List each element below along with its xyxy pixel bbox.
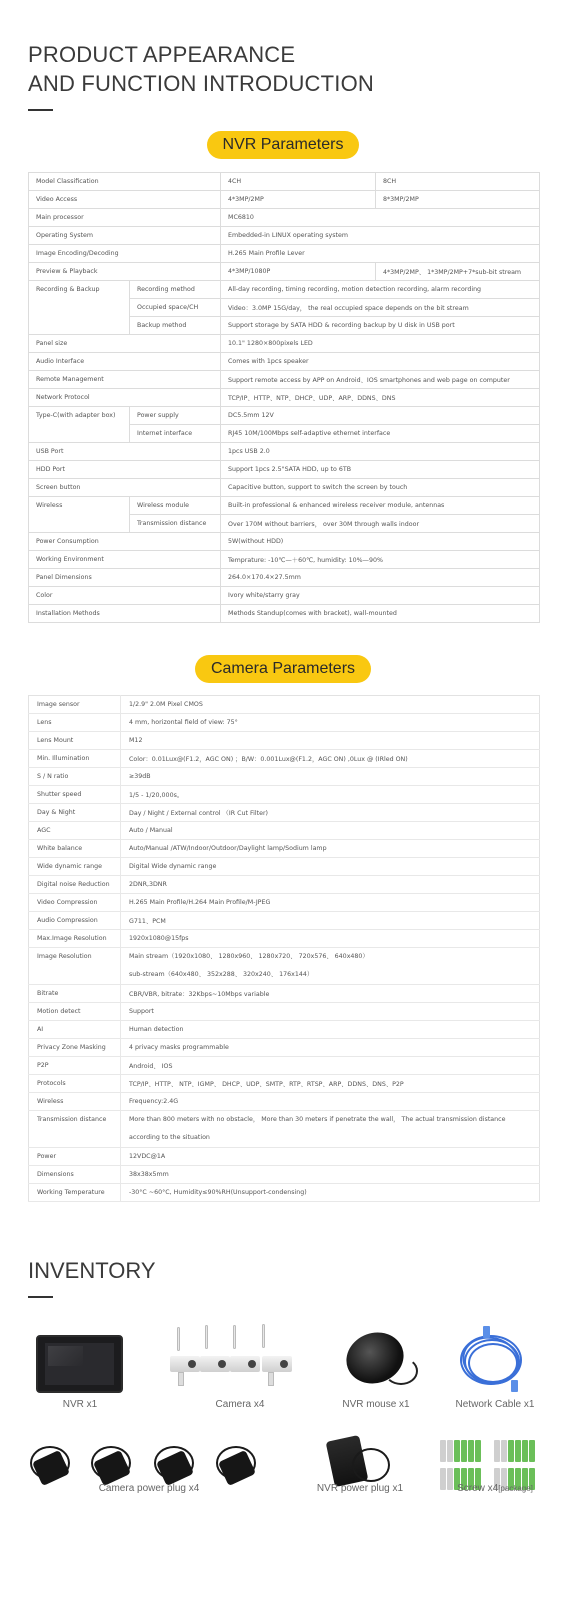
camera-table-row xyxy=(29,1039,540,1057)
screw-caption-text: Screw x4 xyxy=(457,1483,499,1494)
camera-table-row xyxy=(29,1148,540,1166)
nvr-parameters-table xyxy=(28,172,540,623)
camera-param-label: Digital noise Reduction xyxy=(29,876,121,894)
nvr-param-label: Preview & Playback xyxy=(29,263,221,281)
nvr-param-label: Video Access xyxy=(29,191,221,209)
nvr-table-row xyxy=(29,245,540,263)
nvr-param-value: DC5.5mm 12V xyxy=(221,407,540,425)
nvr-param-value: 1pcs USB 2.0 xyxy=(221,443,540,461)
screw-piece xyxy=(454,1440,460,1462)
camera-param-value: 1920x1080@15fps xyxy=(121,930,540,948)
camera-table-row xyxy=(29,930,540,948)
nvr-parameters-badge: NVR Parameters xyxy=(207,131,359,159)
nvr-table-row xyxy=(29,497,540,515)
camera-parameters-badge: Camera Parameters xyxy=(195,655,371,683)
nvr-param-label: Operating System xyxy=(29,227,221,245)
camera-param-label: Power xyxy=(29,1148,121,1166)
camera-param-value: M12 xyxy=(121,732,540,750)
screw-piece xyxy=(529,1440,535,1462)
nvr-table-row xyxy=(29,227,540,245)
nvr-param-value: 4*3MP/2MP xyxy=(221,191,376,209)
nvr-param-sublabel: Wireless module xyxy=(130,497,221,515)
camera-param-value: Frequency:2.4G xyxy=(121,1093,540,1111)
camera-param-label: Min. Illumination xyxy=(29,750,121,768)
camera-param-value: 12VDC@1A xyxy=(121,1148,540,1166)
camera-table-row xyxy=(29,894,540,912)
nvr-param-label: Installation Methods xyxy=(29,605,221,623)
camera-param-label: AGC xyxy=(29,822,121,840)
nvr-param-label: Screen button xyxy=(29,479,221,497)
nvr-param-label: Network Protocol xyxy=(29,389,221,407)
nvr-param-value: Support remote access by APP on Android、IOS smartphones and web page on computer xyxy=(221,371,540,389)
inventory-caption-camera-power-plug: Camera power plug x4 xyxy=(98,1483,200,1494)
inventory-divider xyxy=(28,1296,53,1298)
nvr-param-value: Embedded-in LINUX operating system xyxy=(221,227,540,245)
camera-table-row xyxy=(29,1003,540,1021)
camera-param-value: Auto/Manual /ATW/Indoor/Outdoor/Daylight lamp/Sodium lamp xyxy=(121,840,540,858)
inventory-caption-camera: Camera x4 xyxy=(215,1399,265,1410)
screw-piece xyxy=(522,1440,528,1462)
camera-param-value: 2DNR,3DNR xyxy=(121,876,540,894)
nvr-param-value: Support storage by SATA HDD & recording backup by U disk in USB port xyxy=(221,317,540,335)
camera-param-label: Shutter speed xyxy=(29,786,121,804)
camera-table-row xyxy=(29,876,540,894)
camera-param-label: Video Compression xyxy=(29,894,121,912)
camera-table-row xyxy=(29,1057,540,1075)
camera-param-value: 4 mm, horizontal field of view: 75° xyxy=(121,714,540,732)
camera-param-label: Max.Image Resolution xyxy=(29,930,121,948)
camera-parameters-table xyxy=(28,695,540,1202)
nvr-param-value: 4*3MP/2MP、 1*3MP/2MP+7*sub-bit stream xyxy=(376,263,540,281)
nvr-param-value: Video：3.0MP 15G/day， the real occupied space depends on the bit stream xyxy=(221,299,540,317)
nvr-param-value: MC6810 xyxy=(221,209,540,227)
camera-param-value: Android、 IOS xyxy=(121,1057,540,1075)
nvr-param-value: H.265 Main Profile Lever xyxy=(221,245,540,263)
camera-table-row xyxy=(29,714,540,732)
nvr-table-row xyxy=(29,533,540,551)
nvr-table-row xyxy=(29,461,540,479)
nvr-param-label: USB Port xyxy=(29,443,221,461)
camera-param-label: Motion detect xyxy=(29,1003,121,1021)
camera-param-label: Image Resolution xyxy=(29,948,121,985)
nvr-param-value: Over 170M without barriers， over 30M through walls indoor xyxy=(221,515,540,533)
nvr-table-row xyxy=(29,479,540,497)
nvr-param-label: Recording & Backup xyxy=(29,281,130,335)
camera-table-row xyxy=(29,768,540,786)
camera-param-value: Auto / Manual xyxy=(121,822,540,840)
camera-param-value-line: More than 800 meters with no obstacle， More than 30 meters if penetrate the wall， The actual transmission distance xyxy=(129,1116,506,1123)
camera-table-row xyxy=(29,750,540,768)
camera-table-row xyxy=(29,822,540,840)
camera-table-row xyxy=(29,1184,540,1202)
nvr-param-label: Remote Management xyxy=(29,371,221,389)
nvr-table-row xyxy=(29,443,540,461)
camera-param-value: 1/5 - 1/20,000s。 xyxy=(121,786,540,804)
camera-param-label: Working Temperature xyxy=(29,1184,121,1202)
nvr-param-value: 8CH xyxy=(376,173,540,191)
nvr-param-sublabel: Transmission distance xyxy=(130,515,221,533)
camera-param-value: CBR/VBR, bitrate：32Kbps~10Mbps variable xyxy=(121,985,540,1003)
nvr-param-value: 8*3MP/2MP xyxy=(376,191,540,209)
nvr-param-value: 10.1" 1280×800pixels LED xyxy=(221,335,540,353)
nvr-param-label: Panel size xyxy=(29,335,221,353)
nvr-param-label: Working Environment xyxy=(29,551,221,569)
nvr-param-label: Model Classification xyxy=(29,173,221,191)
nvr-param-label: Main processor xyxy=(29,209,221,227)
nvr-table-row xyxy=(29,353,540,371)
camera-param-label: Bitrate xyxy=(29,985,121,1003)
camera-param-value: 4 privacy masks programmable xyxy=(121,1039,540,1057)
inventory-caption-network-cable: Network Cable x1 xyxy=(455,1399,535,1410)
nvr-param-value: Comes with 1pcs speaker xyxy=(221,353,540,371)
page-title xyxy=(28,40,374,98)
camera-param-label: Dimensions xyxy=(29,1166,121,1184)
camera-table-row xyxy=(29,858,540,876)
inventory-caption-nvr-power-plug: NVR power plug x1 xyxy=(316,1483,404,1494)
title-divider xyxy=(28,109,53,111)
camera-param-value: 1/2.9" 2.0M Pixel CMOS xyxy=(121,696,540,714)
screw-piece xyxy=(461,1440,467,1462)
nvr-table-row xyxy=(29,407,540,425)
inventory-caption-mouse: NVR mouse x1 xyxy=(342,1399,410,1410)
camera-param-value: Support xyxy=(121,1003,540,1021)
camera-param-label: P2P xyxy=(29,1057,121,1075)
camera-param-label: Protocols xyxy=(29,1075,121,1093)
nvr-param-value: All-day recording, timing recording, motion detection recording, alarm recording xyxy=(221,281,540,299)
nvr-param-label: HDD Port xyxy=(29,461,221,479)
camera-param-label: AI xyxy=(29,1021,121,1039)
nvr-table-row xyxy=(29,389,540,407)
camera-param-value: G711、PCM xyxy=(121,912,540,930)
camera-param-value: ≥39dB xyxy=(121,768,540,786)
nvr-param-sublabel: Occupied space/CH xyxy=(130,299,221,317)
nvr-param-value: 5W(without HDD) xyxy=(221,533,540,551)
nvr-table-row xyxy=(29,281,540,299)
camera-table-row xyxy=(29,804,540,822)
camera-param-value: TCP/IP、HTTP、 NTP、IGMP、 DHCP、UDP、SMTP、RTP、RTSP、ARP、DDNS、DNS、P2P xyxy=(121,1075,540,1093)
screw-piece xyxy=(501,1440,507,1462)
nvr-param-value: Built-in professional & enhanced wireless receiver module, antennas xyxy=(221,497,540,515)
nvr-param-sublabel: Backup method xyxy=(130,317,221,335)
nvr-table-row xyxy=(29,569,540,587)
screw-caption-note: [package] xyxy=(498,1484,533,1493)
nvr-table-row xyxy=(29,209,540,227)
camera-param-value: -30°C ~60°C, Humidity≤90%RH(Unsupport-condensing) xyxy=(121,1184,540,1202)
page-title-line-2: AND FUNCTION INTRODUCTION xyxy=(28,71,374,96)
camera-param-label: Image sensor xyxy=(29,696,121,714)
nvr-param-sublabel: Power supply xyxy=(130,407,221,425)
camera-param-value-line: sub-stream（640x480、 352x288、 320x240、 176x144） xyxy=(129,971,314,978)
inventory-caption-screw xyxy=(440,1483,550,1494)
camera-param-label: Wireless xyxy=(29,1093,121,1111)
screw-piece xyxy=(508,1440,514,1462)
page-title-line-1: PRODUCT APPEARANCE xyxy=(28,42,296,67)
nvr-table-row xyxy=(29,263,540,281)
inventory-caption-nvr: NVR x1 xyxy=(62,1399,98,1410)
inventory-title: INVENTORY xyxy=(28,1258,156,1283)
nvr-param-value: TCP/IP、HTTP、NTP、DHCP、UDP、ARP、DDNS、DNS xyxy=(221,389,540,407)
camera-table-row xyxy=(29,696,540,714)
nvr-table-row xyxy=(29,371,540,389)
nvr-param-label: Panel Dimensions xyxy=(29,569,221,587)
camera-param-value: 38x38x5mm xyxy=(121,1166,540,1184)
camera-param-value: H.265 Main Profile/H.264 Main Profile/M-JPEG xyxy=(121,894,540,912)
camera-param-label: Transmission distance xyxy=(29,1111,121,1148)
camera-param-label: White balance xyxy=(29,840,121,858)
camera-param-label: S / N ratio xyxy=(29,768,121,786)
nvr-param-value: Temprature: -10℃—＋60℃, humidity: 10%—90% xyxy=(221,551,540,569)
nvr-param-value: Capacitive button, support to switch the screen by touch xyxy=(221,479,540,497)
nvr-param-value: Methods Standup(comes with bracket), wall-mounted xyxy=(221,605,540,623)
screw-piece xyxy=(475,1440,481,1462)
camera-param-value: Color：0.01Lux@(F1.2，AGC ON) ；B/W：0.001Lux@(F1.2，AGC ON) ,0Lux @ (IRled ON) xyxy=(121,750,540,768)
nvr-table-row xyxy=(29,551,540,569)
nvr-param-value: Support 1pcs 2.5"SATA HDD, up to 6TB xyxy=(221,461,540,479)
screw-piece xyxy=(440,1440,446,1462)
nvr-param-label: Type-C(with adapter box) xyxy=(29,407,130,443)
camera-param-value xyxy=(121,1111,540,1148)
nvr-param-label: Power Consumption xyxy=(29,533,221,551)
camera-table-row xyxy=(29,985,540,1003)
screw-piece xyxy=(494,1440,500,1462)
camera-param-value xyxy=(121,948,540,985)
camera-table-row xyxy=(29,786,540,804)
camera-table-row xyxy=(29,1111,540,1148)
nvr-param-label: Audio Interface xyxy=(29,353,221,371)
camera-table-row xyxy=(29,1093,540,1111)
nvr-table-row xyxy=(29,605,540,623)
camera-param-label: Day & Night xyxy=(29,804,121,822)
camera-param-label: Wide dynamic range xyxy=(29,858,121,876)
screw-piece xyxy=(447,1440,453,1462)
screw-piece xyxy=(515,1440,521,1462)
nvr-param-sublabel: Recording method xyxy=(130,281,221,299)
nvr-table-row xyxy=(29,191,540,209)
nvr-param-label: Image Encoding/Decoding xyxy=(29,245,221,263)
camera-param-label: Lens xyxy=(29,714,121,732)
nvr-table-row xyxy=(29,587,540,605)
nvr-param-label: Color xyxy=(29,587,221,605)
camera-param-value: Digital Wide dynamic range xyxy=(121,858,540,876)
nvr-param-value: 4CH xyxy=(221,173,376,191)
camera-param-value-line: Main stream（1920x1080、 1280x960、 1280x720、 720x576、 640x480） xyxy=(129,953,369,960)
screw-piece xyxy=(468,1440,474,1462)
camera-table-row xyxy=(29,948,540,985)
camera-param-value: Human detection xyxy=(121,1021,540,1039)
camera-param-label: Privacy Zone Masking xyxy=(29,1039,121,1057)
camera-table-row xyxy=(29,840,540,858)
nvr-table-row xyxy=(29,335,540,353)
camera-param-label: Audio Compression xyxy=(29,912,121,930)
nvr-param-value: 264.0×170.4×27.5mm xyxy=(221,569,540,587)
nvr-param-value: 4*3MP/1080P xyxy=(221,263,376,281)
camera-table-row xyxy=(29,732,540,750)
camera-param-label: Lens Mount xyxy=(29,732,121,750)
nvr-param-value: Ivory white/starry gray xyxy=(221,587,540,605)
camera-table-row xyxy=(29,912,540,930)
camera-table-row xyxy=(29,1021,540,1039)
nvr-param-value: RJ45 10M/100Mbps self-adaptive ethernet interface xyxy=(221,425,540,443)
nvr-table-row xyxy=(29,173,540,191)
camera-table-row xyxy=(29,1166,540,1184)
camera-param-value: Day / Night / External control （IR Cut Filter) xyxy=(121,804,540,822)
nvr-param-label: Wireless xyxy=(29,497,130,533)
camera-param-value-line: according to the situation xyxy=(129,1134,210,1141)
camera-table-row xyxy=(29,1075,540,1093)
nvr-param-sublabel: Internet interface xyxy=(130,425,221,443)
